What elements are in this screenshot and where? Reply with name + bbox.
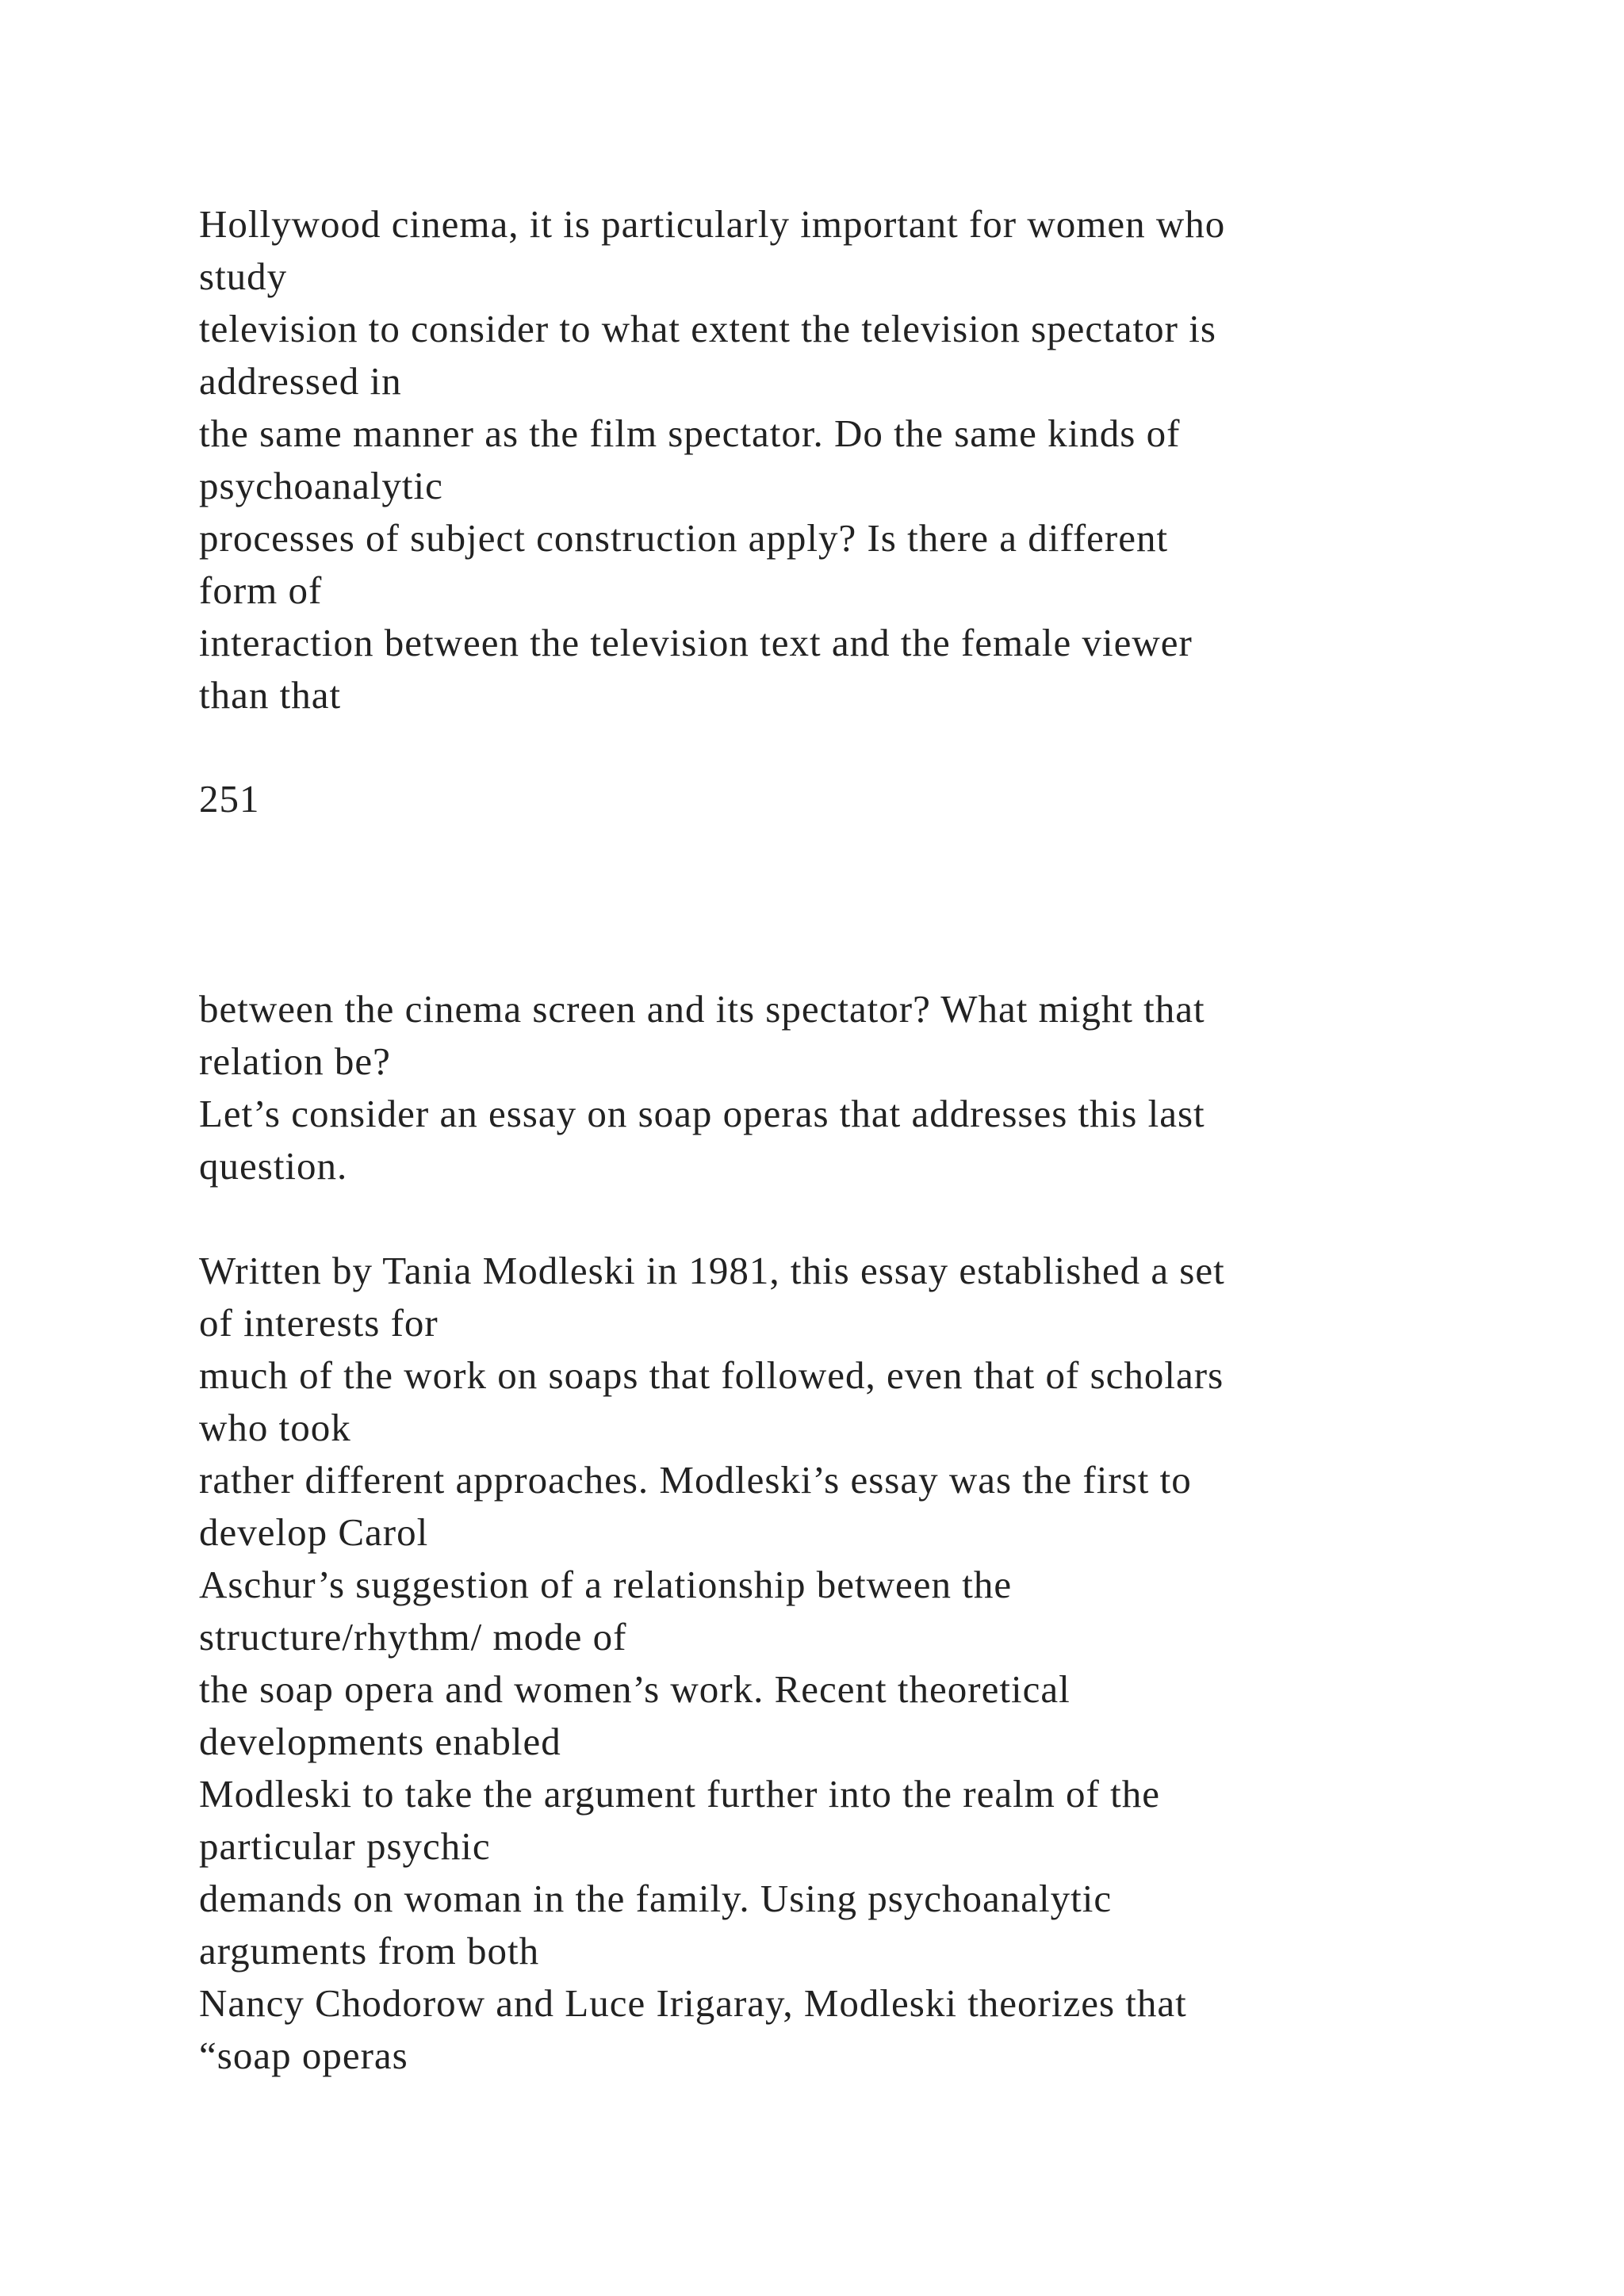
- text-line: processes of subject construction apply? Is there a different: [199, 516, 1169, 560]
- text-line: the soap opera and women’s work. Recent theoretical: [199, 1667, 1071, 1711]
- text-line: study: [199, 254, 288, 298]
- text-line: Hollywood cinema, it is particularly important for women who: [199, 202, 1226, 246]
- text-line: rather different approaches. Modleski’s essay was the first to: [199, 1458, 1192, 1502]
- text-line: Written by Tania Modleski in 1981, this essay established a set: [199, 1249, 1225, 1292]
- text-line: between the cinema screen and its spectator? What might that: [199, 987, 1205, 1031]
- text-line: Modleski to take the argument further into the realm of the: [199, 1772, 1160, 1816]
- text-line: interaction between the television text and the female viewer: [199, 621, 1193, 664]
- page-number: 251: [199, 777, 260, 821]
- text-line: relation be?: [199, 1039, 391, 1083]
- text-line: than that: [199, 673, 342, 717]
- text-line: “soap operas: [199, 2034, 408, 2077]
- text-line: Let’s consider an essay on soap operas that addresses this last: [199, 1092, 1205, 1135]
- text-line: structure/rhythm/ mode of: [199, 1615, 627, 1659]
- text-line: much of the work on soaps that followed, even that of scholars: [199, 1353, 1224, 1397]
- text-line: the same manner as the film spectator. Do the same kinds of: [199, 411, 1181, 455]
- text-line: arguments from both: [199, 1929, 540, 1973]
- text-line: question.: [199, 1144, 348, 1188]
- text-line: form of: [199, 568, 323, 612]
- text-line: develop Carol: [199, 1510, 429, 1554]
- text-line: developments enabled: [199, 1720, 561, 1763]
- text-line: television to consider to what extent the television spectator is: [199, 307, 1216, 350]
- text-line: Aschur’s suggestion of a relationship between the: [199, 1563, 1013, 1606]
- text-line: who took: [199, 1406, 351, 1449]
- text-line: particular psychic: [199, 1824, 491, 1868]
- text-line: psychoanalytic: [199, 464, 443, 507]
- text-line: addressed in: [199, 359, 402, 403]
- text-line: of interests for: [199, 1301, 439, 1345]
- text-line: demands on woman in the family. Using psychoanalytic: [199, 1877, 1113, 1920]
- text-line: Nancy Chodorow and Luce Irigaray, Modleski theorizes that: [199, 1981, 1187, 2025]
